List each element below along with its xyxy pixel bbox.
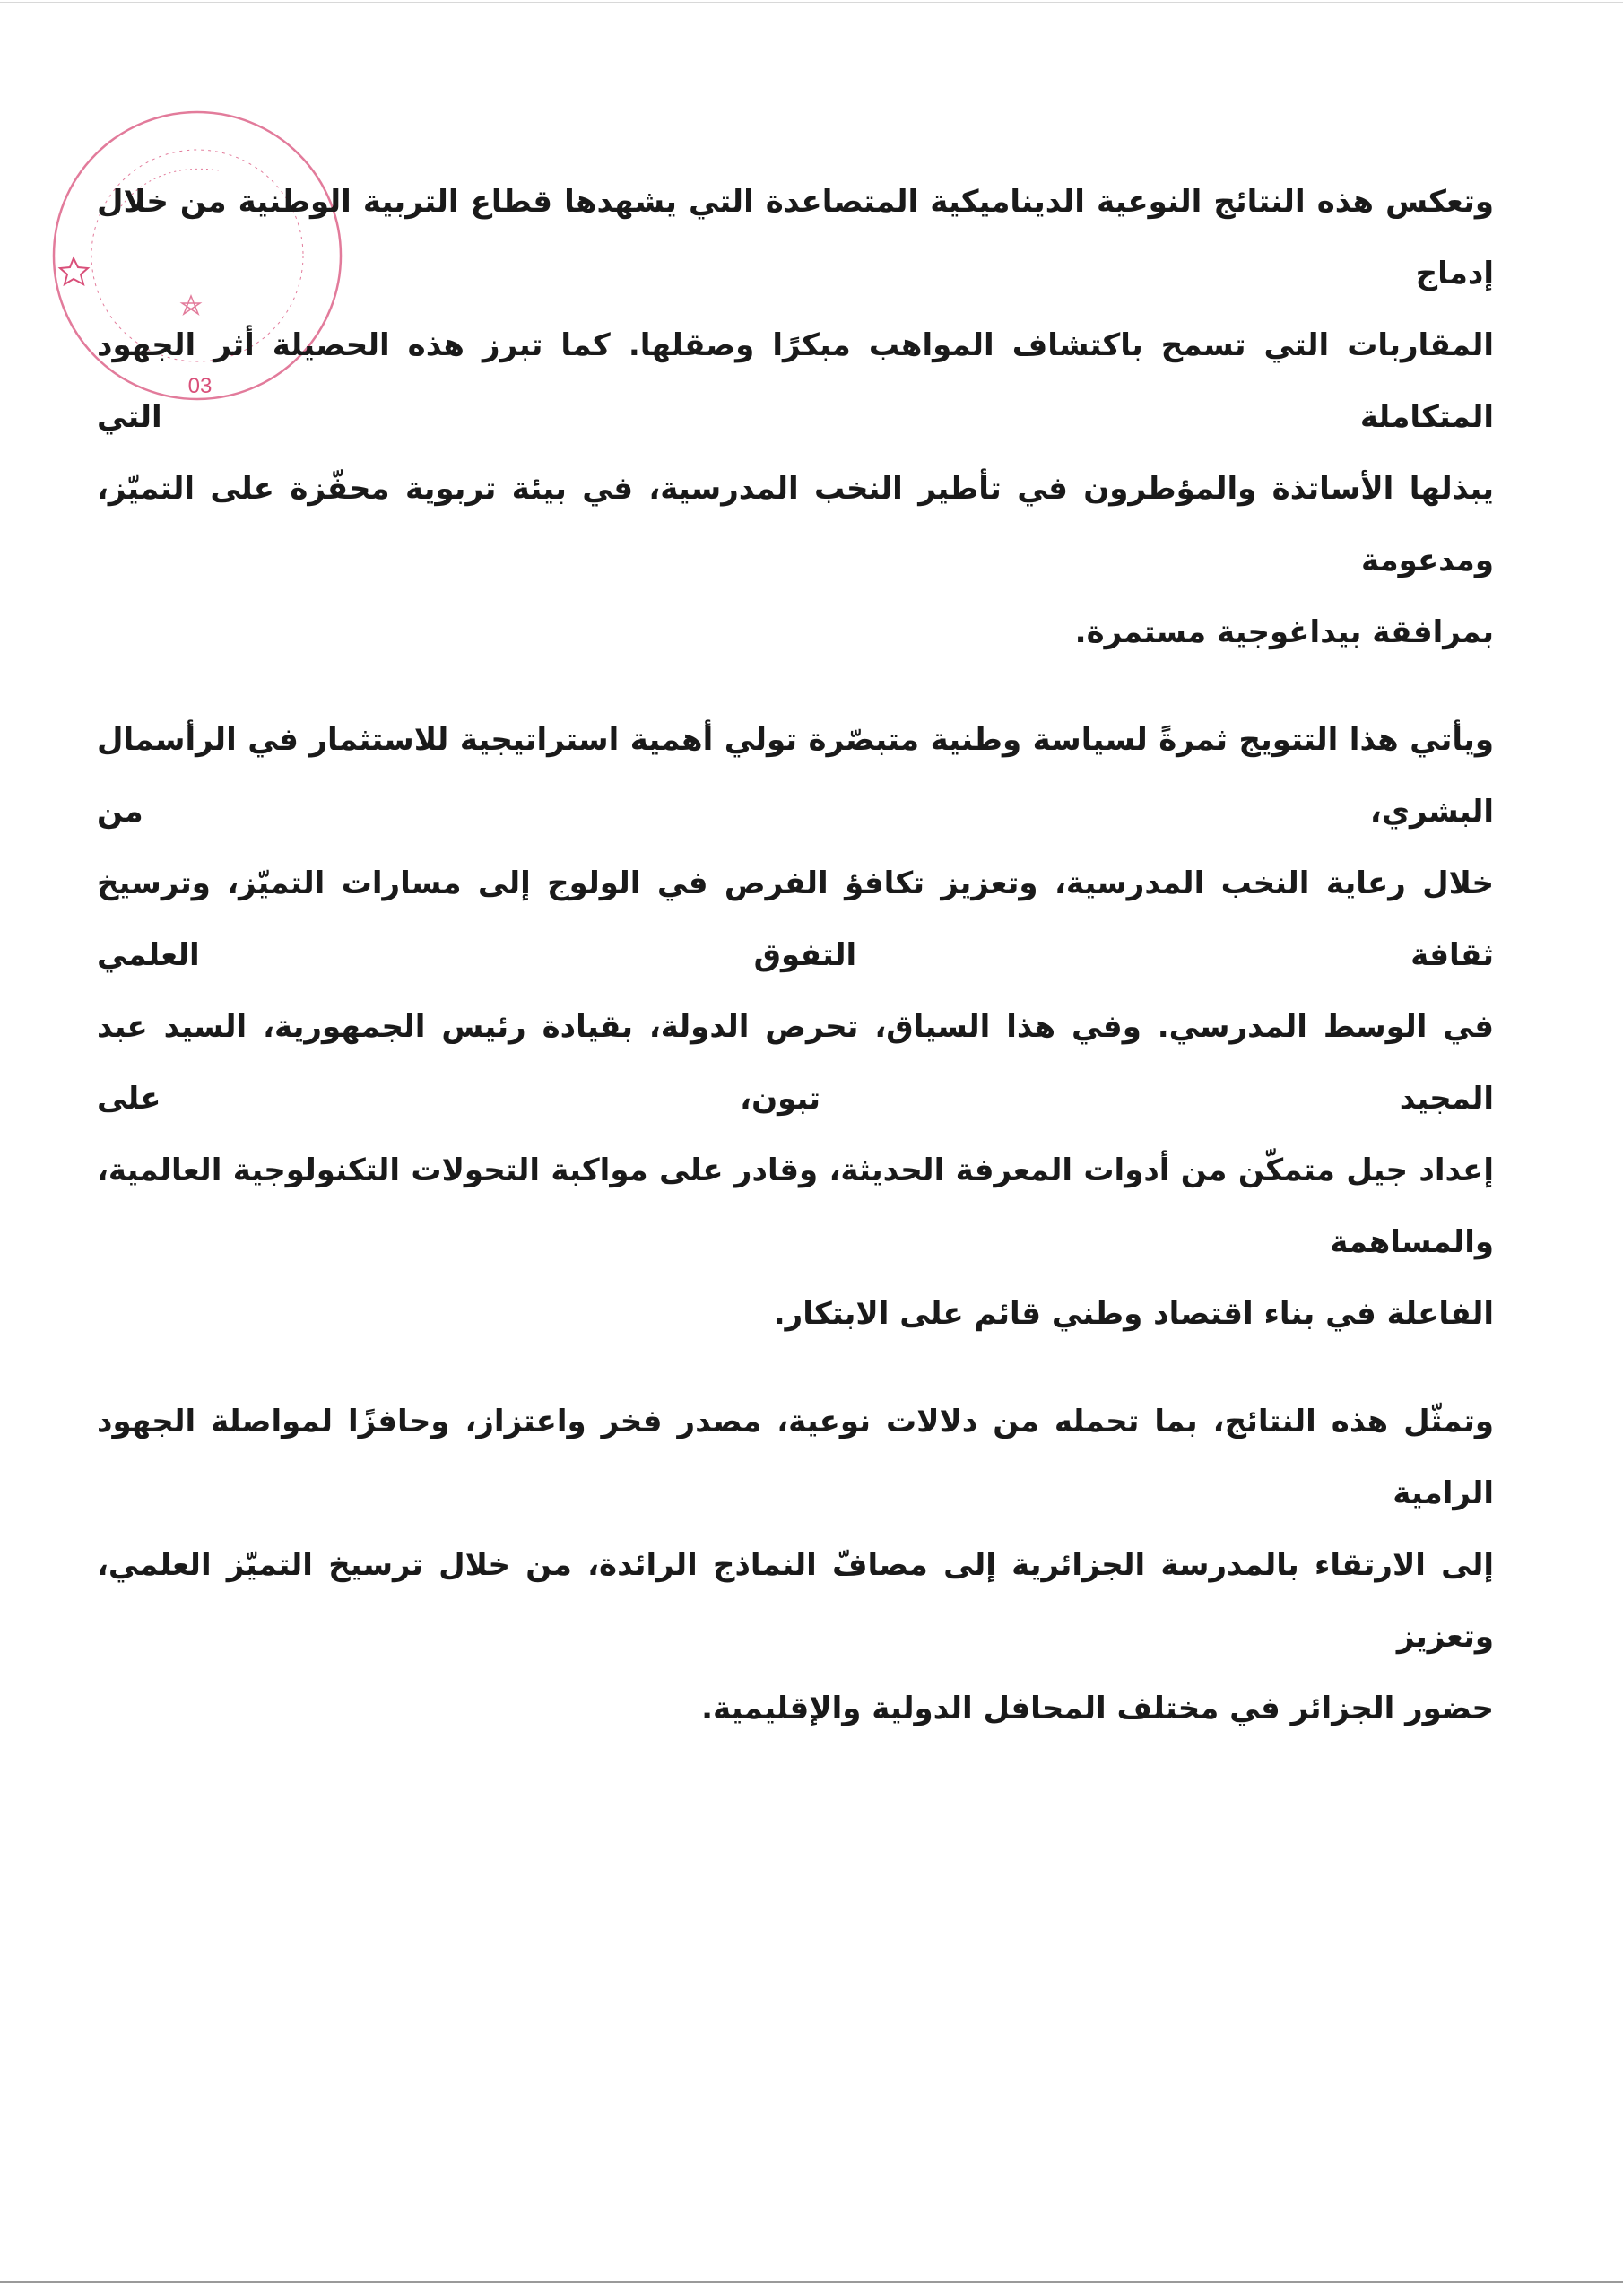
stamp-number: 03 bbox=[187, 374, 213, 398]
document-body bbox=[97, 166, 1494, 1780]
text-line: يبذلها الأساتذة والمؤطرون في تأطير النخب المدرسية، في بيئة تربوية محفّزة على التميّز، ومدعومة bbox=[97, 471, 1494, 578]
page-top-edge bbox=[0, 2, 1623, 3]
text-line: بمرافقة بيداغوجية مستمرة. bbox=[1074, 614, 1494, 650]
text-line: حضور الجزائر في مختلف المحافل الدولية والإقليمية. bbox=[701, 1691, 1494, 1726]
paragraph-2 bbox=[97, 704, 1494, 1350]
text-line: وتمثّل هذه النتائج، بما تحمله من دلالات نوعية، مصدر فخر واعتزاز، وحافزًا لمواصلة الجهود الرامية bbox=[97, 1404, 1494, 1511]
text-line: خلال رعاية النخب المدرسية، وتعزيز تكافؤ الفرص في الولوج إلى مسارات التميّز، وترسيخ ثقافة التفوق العلمي bbox=[97, 865, 1494, 973]
paragraph-1 bbox=[97, 166, 1494, 668]
text-line bbox=[97, 991, 1494, 1135]
text-line: ويأتي هذا التتويج ثمرةً لسياسة وطنية متبصّرة تولي أهمية استراتيجية للاستثمار في الرأسمال البشري، من bbox=[97, 722, 1494, 830]
page-bottom-edge bbox=[0, 2281, 1623, 2283]
text-segment: في الوسط المدرسي. وفي هذا السياق، تحرص الدولة، بقيادة bbox=[525, 1009, 1494, 1045]
star-icon bbox=[60, 258, 88, 284]
text-line: إلى الارتقاء بالمدرسة الجزائرية إلى مصافّ النماذج الرائدة، من خلال ترسيخ التميّز العلمي، وتعزيز bbox=[97, 1547, 1494, 1655]
text-line: وتعكس هذه النتائج النوعية الديناميكية المتصاعدة التي يشهدها قطاع التربية الوطنية من خلال إدماج bbox=[97, 184, 1494, 291]
text-line: الفاعلة في بناء اقتصاد وطني قائم على الابتكار. bbox=[773, 1296, 1494, 1332]
paragraph-3 bbox=[97, 1386, 1494, 1744]
president-name-bold: رئيس الجمهورية، السيد عبد المجيد تبون bbox=[97, 1009, 1494, 1117]
text-line: إعداد جيل متمكّن من أدوات المعرفة الحديثة، وقادر على مواكبة التحولات التكنولوجية العالمية، والمساهمة bbox=[97, 1152, 1494, 1260]
text-line: المقاربات التي تسمح باكتشاف المواهب مبكرًا وصقلها. كما تبرز هذه الحصيلة أثر الجهود المتكاملة التي bbox=[97, 327, 1494, 435]
text-segment: ، على bbox=[97, 1081, 752, 1117]
